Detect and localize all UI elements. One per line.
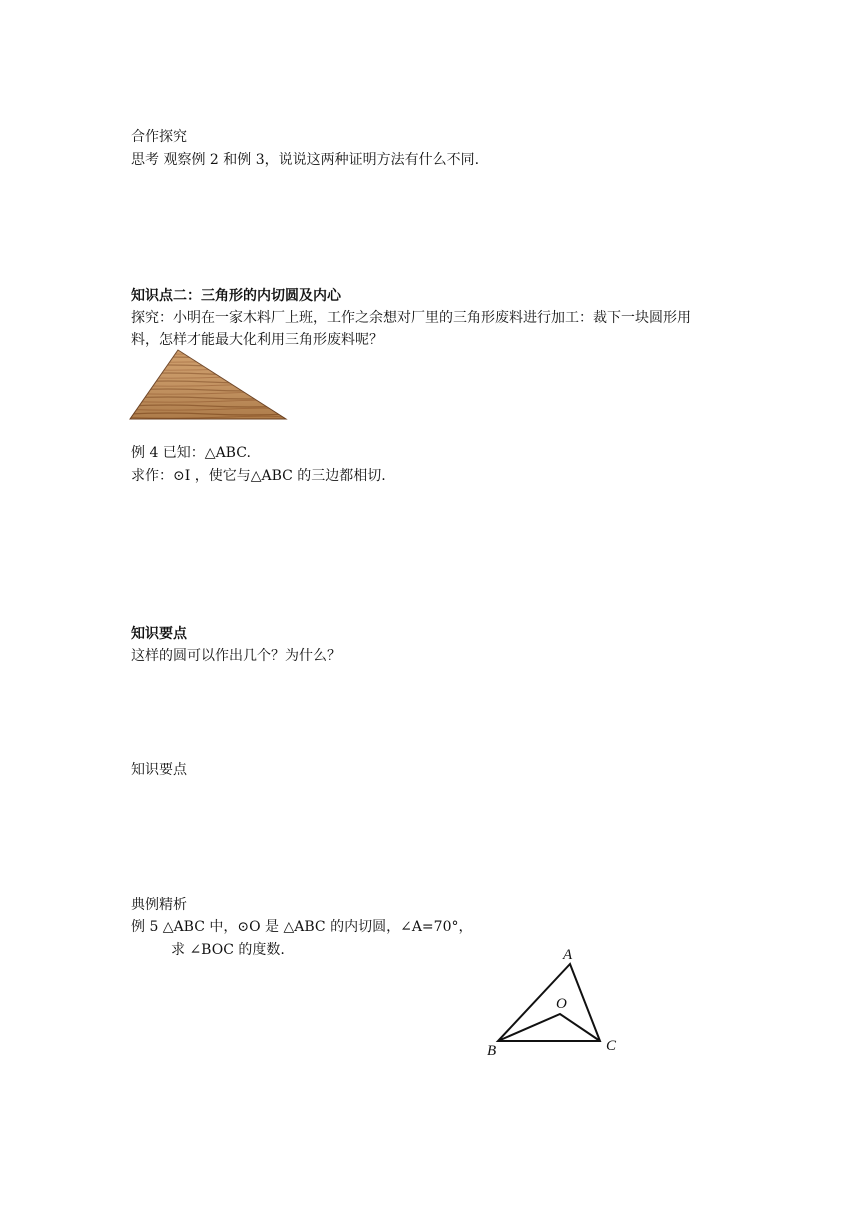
wood-triangle-image: [128, 348, 290, 422]
think-question: 思考 观察例 2 和例 3，说说这两种证明方法有什么不同.: [131, 152, 480, 168]
key-points-question: 这样的圆可以作出几个？为什么？: [131, 648, 341, 664]
triangle-abc-incenter-diagram: [480, 944, 630, 1060]
vertex-label-a: A: [563, 947, 573, 963]
angle-boc-segments: [498, 1014, 600, 1041]
triangle-abc: [498, 964, 600, 1041]
example-4-task: 求作：⊙I ，使它与△ABC 的三边都相切.: [131, 468, 386, 484]
cooperative-inquiry-heading: 合作探究: [131, 129, 187, 145]
explore-text-line-1: 探究：小明在一家木料厂上班，工作之余想对厂里的三角形废料进行加工：裁下一块圆形用: [131, 310, 691, 326]
example-4-given: 例 4 已知：△ABC.: [131, 445, 251, 461]
example-5-statement: 例 5 △ABC 中，⊙O 是 △ABC 的内切圆，∠A=70°，: [131, 919, 473, 935]
vertex-label-c: C: [606, 1038, 617, 1054]
key-points-heading-1: 知识要点: [131, 626, 187, 642]
typical-example-heading: 典例精析: [131, 897, 187, 913]
explore-text-line-2: 料，怎样才能最大化利用三角形废料呢？: [131, 332, 383, 348]
vertex-label-o: O: [556, 996, 567, 1012]
key-points-heading-2: 知识要点: [131, 762, 187, 778]
example-5-question: 求 ∠BOC 的度数.: [171, 942, 285, 958]
knowledge-point-two-heading: 知识点二：三角形的内切圆及内心: [131, 288, 341, 304]
vertex-label-b: B: [487, 1043, 497, 1059]
